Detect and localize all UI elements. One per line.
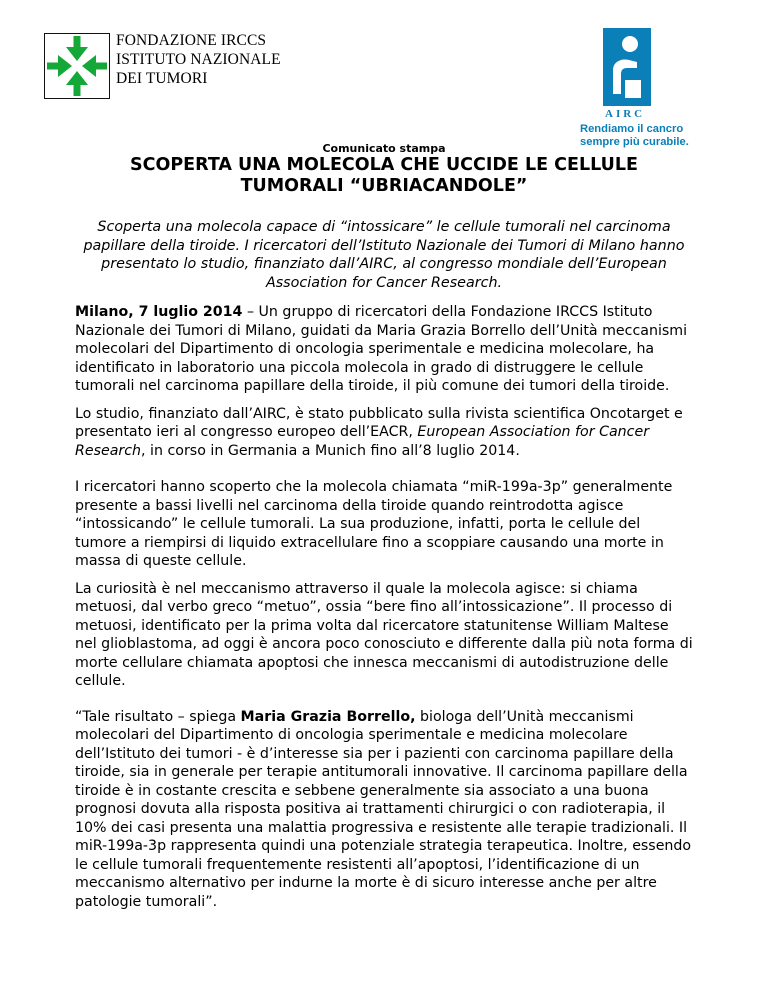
institute-arrows-icon (44, 33, 110, 99)
paragraph-2 (75, 405, 693, 461)
dateline: Milano, 7 luglio 2014 (75, 304, 243, 320)
paragraph-5-bold: Maria Grazia Borrello, (240, 708, 416, 725)
title-line-2: TUMORALI “UBRIACANDOLE” (240, 176, 528, 196)
title-line-1: SCOPERTA UNA MOLECOLA CHE UCCIDE LE CELLULE (130, 155, 638, 175)
paragraph-2-italic: European Association for Cancer Research (75, 424, 650, 459)
paragraph-5-pre: “Tale risultato – spiega (75, 708, 241, 725)
institute-line-2: ISTITUTO NAZIONALE (116, 51, 281, 68)
document-title (60, 155, 708, 197)
paragraph-1 (75, 303, 693, 396)
airc-figure-icon (603, 28, 651, 106)
institute-line-3: DEI TUMORI (116, 70, 208, 87)
paragraph-4: La curiosità è nel meccanismo attraverso il quale la molecola agisce: si chiama metuosi, dal verbo greco “metuo”, ossia “bere fino all’intossicazione”. Il processo di metuosi, identificato per la prima volta dal ricercatore statunitense William Maltese nel glioblastoma, ad oggi è ancora poco conosciuto e differente dalla più nota forma di morte cellulare chiamata apoptosi che innesca meccanismi di autodistruzione delle cellule. (75, 580, 693, 689)
paragraph-5-text: biologa dell’Unità meccanismi molecolari del Dipartimento di oncologia sperimentale e medicina molecolare dell’Istituto dei tumori - è d’interesse sia per i pazienti con carcinoma papillare della tiroide, sia in generale per terapie antitumorali innovative. Il carcinoma papillare della tiroide è in costante crescita e sebbene generalmente sia associato a una buona prognosi dovuta alla risposta positiva ai trattamenti chirurgici o con radioterapia, il 10% dei casi presenta una malattia progressiva e resistente alle terapie tradizionali. Il miR-199a-3p rappresenta quindi una potenziale strategia terapeutica. Inoltre, essendo le cellule tumorali frequentemente resistenti all’apoptosi, l’identificazione di un meccanismo alternativo per indurne la morte è di sicuro interesse anche per altre patologie tumorali”. (75, 708, 692, 910)
paragraph-2-tail: , in corso in Germania a Munich fino all’8 luglio 2014. (141, 442, 520, 459)
lead-paragraph: Scoperta una molecola capace di “intossicare” le cellule tumorali nel carcinoma papillare della tiroide. I ricercatori dell’Istituto Nazionale dei Tumori di Milano hanno presentato lo studio, finanziato dall’AIRC, al congresso mondiale dell’European Association for Cancer Research. (83, 219, 685, 291)
airc-slogan-line-2: sempre più curabile. (580, 136, 689, 148)
paragraph-1-text: – Un gruppo di ricercatori della Fondazione IRCCS Istituto Nazionale dei Tumori di Milano, guidati da Maria Grazia Borrello dell’Unità meccanismi molecolari del Dipartimento di oncologia sperimentale e medicina molecolare, ha identificato in laboratorio una piccola molecola in grado di distruggere le cellule tumorali nel carcinoma papillare della tiroide, il più comune dei tumori della tiroide. (75, 304, 688, 394)
institute-logo (44, 33, 281, 99)
document-body (75, 303, 693, 920)
paragraph-3: I ricercatori hanno scoperto che la molecola chiamata “miR-199a-3p” generalmente presente a bassi livelli nel carcinoma della tiroide quando reintrodotta agisce “intossicando” le cellule tumorali. La sua produzione, infatti, porta le cellule del tumore a riempirsi di liquido extracellulare fino a scoppiare causando una morte in massa di queste cellule. (75, 479, 673, 569)
institute-line-1: FONDAZIONE IRCCS (116, 32, 267, 49)
document-kicker: Comunicato stampa (322, 142, 446, 155)
airc-name: AIRC (605, 108, 646, 120)
institute-name (116, 31, 281, 88)
paragraph-5 (75, 708, 693, 912)
airc-slogan-line-1: Rendiamo il cancro (580, 123, 684, 135)
paragraph-2-text: Lo studio, finanziato dall’AIRC, è stato pubblicato sulla rivista scientifica Oncotarget e presentato ieri al congresso europeo dell’EACR, (75, 405, 683, 440)
